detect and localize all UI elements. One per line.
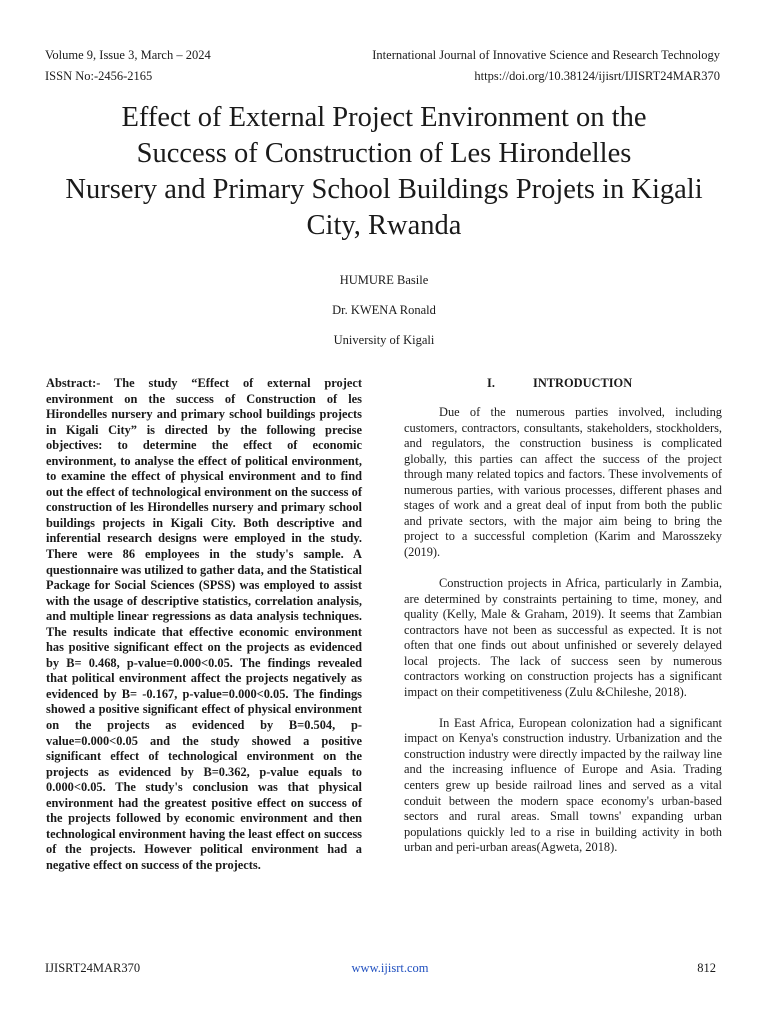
header-journal-name: International Journal of Innovative Science and Research Technology	[372, 48, 720, 62]
author-1: HUMURE Basile	[339, 273, 429, 287]
section-title: INTRODUCTION	[533, 376, 633, 390]
title-line: City, Rwanda	[306, 210, 462, 241]
abstract: Abstract:- The study “Effect of external project environment on the success of Construction of les Hirondelles nursery and primary school buildings projects in Kigali City” is directed by the following precise objectives: to determine the effect of economic environment, to analyse the effect of political environment, to examine the effect of physical environment and to find out the effect of technological environment on the success of construction of les Hirondelles nursery and primary school buildings projects in Kigali City. Both descriptive and inferential research designs were employed in the study. There were 86 employees in the study's sample. A questionnaire was utilized to gather data, and the Statistical Package for Social Sciences (SPSS) was employed to assist with the usage of descriptive statistics, correlation analysis, and multiple linear regressions as data analysis techniques. The results indicate that effective economic environment has positive significant effect on the projects as evidenced by B= 0.468, p-value=0.000<0.05. The findings revealed that political environment affect the projects negatively as evidenced by B= -0.167, p-value=0.000<0.05. The findings showed a positive significant effect of physical environment on the projects as evidenced by B=0.504, p-value=0.000<0.05 and the study showed a positive significant effect of technological environment on the projects as evidenced by B=0.362, p-value equals to 0.000<0.05. The study's conclusion was that physical environment had the greatest positive effect on success of the projects followed by economic environment and then technological environment having the least effect on success of the projects. However political environment had a negative effect on success of the projects.	[46, 376, 362, 872]
section-heading	[404, 376, 722, 392]
title-line: Effect of External Project Environment on the	[121, 102, 647, 133]
header-issn: ISSN No:-2456-2165	[45, 69, 153, 83]
intro-paragraph: Construction projects in Africa, particularly in Zambia, are determined by constraints pertaining to time, money, and quality (Kelly, Male & Graham, 2019). It seems that Zambian contractors have not been as successful as expected. It is not often that one finds out about unfinished or severely delayed local projects. The lack of success seen by numerous contractors working on construction projects has a significant impact on their competitiveness (Zulu &Chileshe, 2018).	[404, 575, 722, 699]
footer-website-link[interactable]: www.ijisrt.com	[351, 961, 429, 975]
footer-paper-id: IJISRT24MAR370	[45, 961, 141, 975]
introduction-section	[404, 376, 722, 871]
paper-title	[30, 100, 738, 244]
footer-page-number: 812	[697, 961, 716, 975]
header-doi-link[interactable]: https://doi.org/10.38124/ijisrt/IJISRT24MAR370	[474, 69, 720, 83]
section-number: I.	[487, 376, 495, 390]
title-line: Nursery and Primary School Buildings Projets in Kigali	[65, 174, 703, 205]
intro-paragraph: In East Africa, European colonization had a significant impact on Kenya's construction industry. Urbanization and the construction industry were directly impacted by the railway line and the increasing influence of Europe and Asia. Trading centers grew up beside railroad lines and served as a vital conduit between the modern space economy's urban-based sectors and rural areas. Small towns' expanding urban populations quickly led to a rise in building activity in both urban and peri-urban areas(Agweta, 2018).	[404, 715, 722, 855]
intro-paragraph: Due of the numerous parties involved, including customers, contractors, consultants, stakeholders, stockholders, and regulators, the construction business is complicated globally, this parties can affect the success of the project through many related topics and factors. These involvements of numerous parties, with various processes, different phases and stages of work and a great deal of input from both the public and private sectors, with the major aim being to bring the project to a successful completion (Karim and Marosszeky (2019).	[404, 405, 722, 559]
author-2: Dr. KWENA Ronald	[332, 303, 436, 317]
header-volume: Volume 9, Issue 3, March – 2024	[45, 48, 211, 62]
title-line: Success of Construction of Les Hirondelles	[136, 138, 632, 169]
author-affiliation: University of Kigali	[333, 333, 435, 347]
